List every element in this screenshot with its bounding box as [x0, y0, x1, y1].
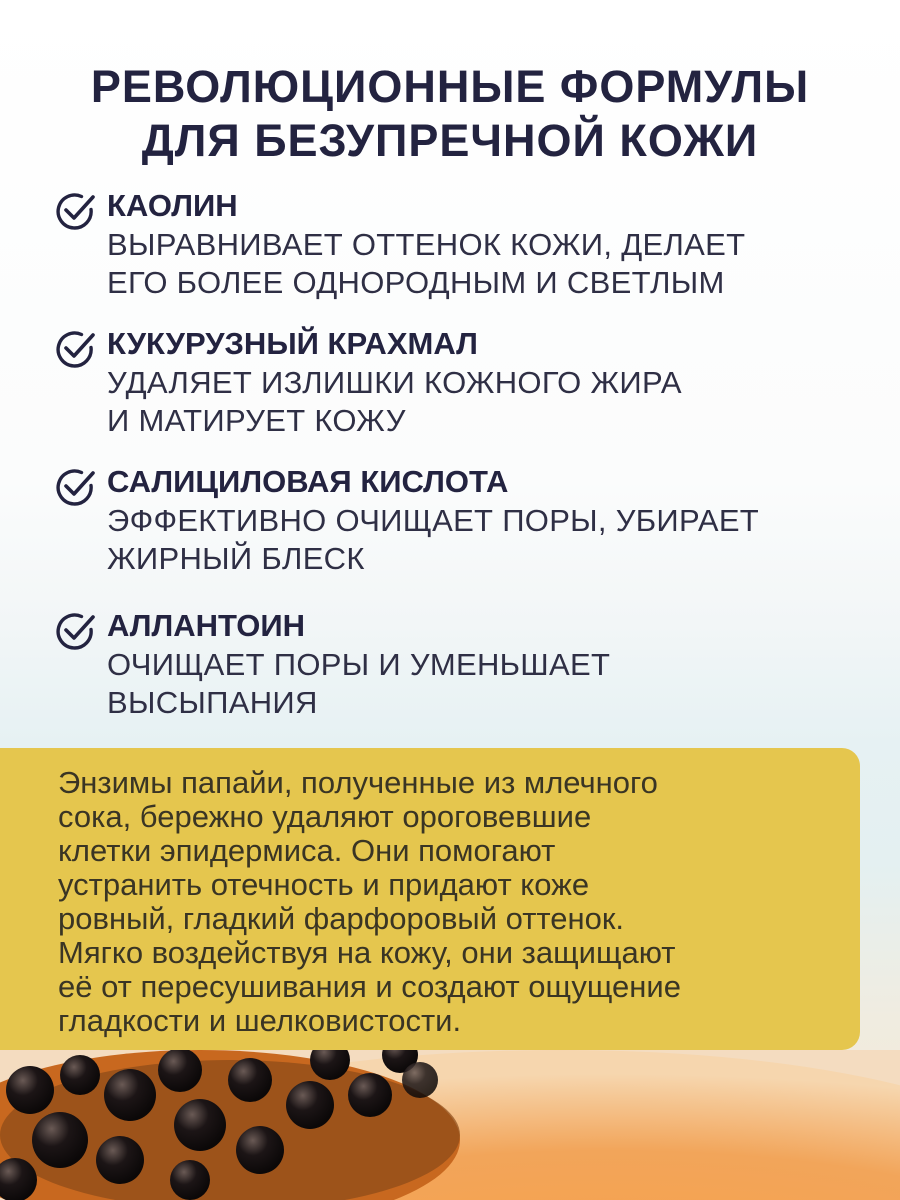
description-line: гладкости и шелковистости.	[58, 1003, 462, 1038]
page-title-line-2: ДЛЯ БЕЗУПРЕЧНОЙ КОЖИ	[141, 115, 759, 166]
description-line: клетки эпидермиса. Они помогают	[58, 833, 556, 868]
feature-description-line-2: ВЫСЫПАНИЯ	[107, 685, 318, 720]
check-circle-icon	[55, 190, 97, 232]
description-line: Мягко воздействуя на кожу, они защищают	[58, 935, 676, 970]
page-title-line-1: РЕВОЛЮЦИОННЫЕ ФОРМУЛЫ	[90, 61, 810, 112]
description-line: устранить отечность и придают коже	[58, 867, 590, 902]
feature-description-line-1: ОЧИЩАЕТ ПОРЫ И УМЕНЬШАЕТ	[107, 647, 611, 682]
description-text	[58, 766, 848, 1038]
description-line: её от пересушивания и создают ощущение	[58, 969, 681, 1004]
feature-title: АЛЛАНТОИН	[107, 608, 305, 643]
description-line: Энзимы папайи, полученные из млечного	[58, 765, 658, 800]
feature-corn-starch	[55, 324, 875, 440]
feature-allantoin	[55, 606, 875, 722]
feature-kaolin	[55, 186, 875, 302]
check-circle-icon	[55, 466, 97, 508]
description-line: сока, бережно удаляют ороговевшие	[58, 799, 592, 834]
feature-title: САЛИЦИЛОВАЯ КИСЛОТА	[107, 464, 509, 499]
description-line: ровный, гладкий фарфоровый оттенок.	[58, 901, 625, 936]
feature-description-line-1: ВЫРАВНИВАЕТ ОТТЕНОК КОЖИ, ДЕЛАЕТ	[107, 227, 746, 262]
check-circle-icon	[55, 610, 97, 652]
feature-title: КАОЛИН	[107, 188, 238, 223]
papaya-photo	[0, 1050, 900, 1200]
check-circle-icon	[55, 328, 97, 370]
feature-description-line-2: ЕГО БОЛЕЕ ОДНОРОДНЫМ И СВЕТЛЫМ	[107, 265, 725, 300]
feature-description-line-2: ЖИРНЫЙ БЛЕСК	[107, 541, 365, 576]
feature-title: КУКУРУЗНЫЙ КРАХМАЛ	[107, 326, 478, 361]
feature-salicylic-acid	[55, 462, 875, 578]
feature-description-line-1: УДАЛЯЕТ ИЗЛИШКИ КОЖНОГО ЖИРА	[107, 365, 682, 400]
feature-description-line-2: И МАТИРУЕТ КОЖУ	[107, 403, 406, 438]
page-title	[0, 60, 900, 168]
feature-description-line-1: ЭФФЕКТИВНО ОЧИЩАЕТ ПОРЫ, УБИРАЕТ	[107, 503, 760, 538]
